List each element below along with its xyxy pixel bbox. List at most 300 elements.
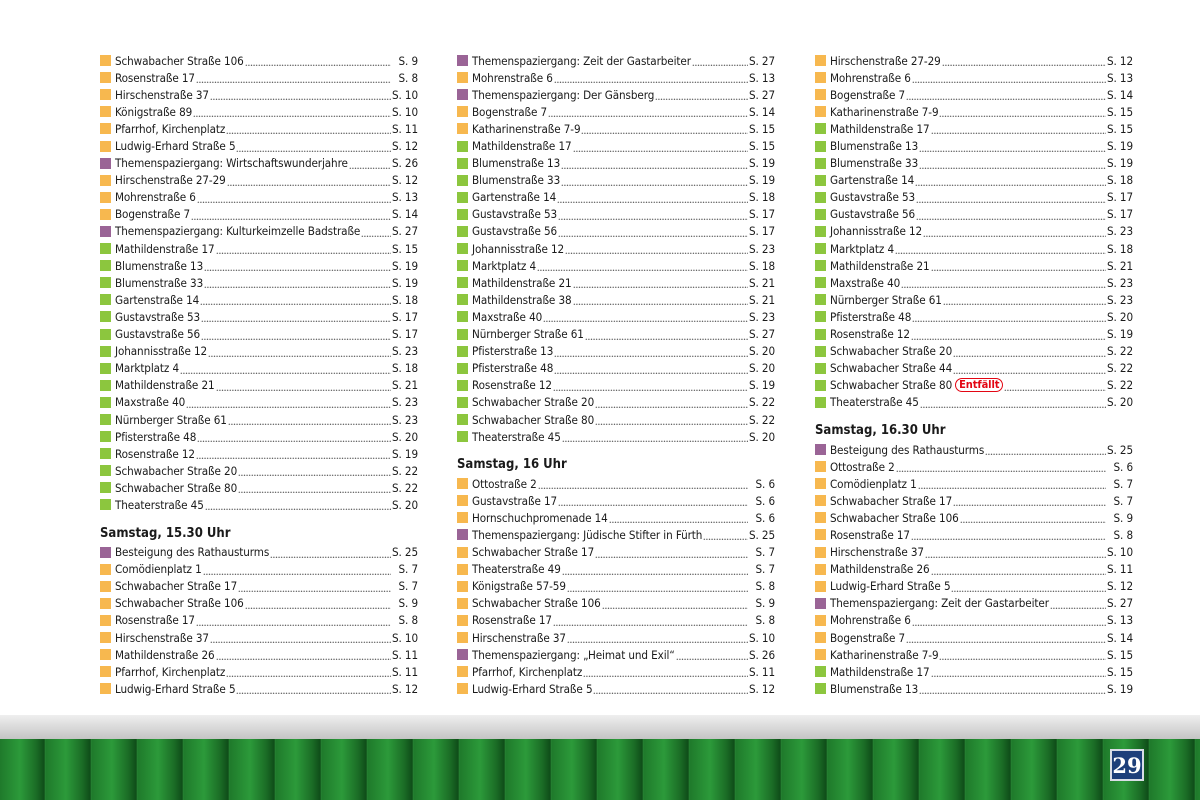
list-item: [457, 155, 775, 172]
column-2: [457, 52, 775, 697]
page-reference: S. 7: [398, 579, 418, 594]
location-label: Nürnberger Straße 61: [830, 292, 942, 307]
location-label: Hirschenstraße 37: [830, 545, 924, 560]
category-orange-square-icon: [457, 666, 468, 677]
page-reference: S. 13: [391, 190, 418, 205]
category-green-square-icon: [457, 209, 468, 220]
page-reference: S. 17: [391, 309, 418, 324]
category-green-square-icon: [100, 414, 111, 425]
location-label: Mathildenstraße 21: [830, 258, 930, 273]
location-label: Marktplatz 4: [115, 361, 180, 376]
category-green-square-icon: [815, 329, 826, 340]
list-item: [100, 189, 418, 206]
page-reference: S. 20: [1106, 309, 1133, 324]
category-green-square-icon: [457, 346, 468, 357]
page-reference: S. 23: [391, 395, 418, 410]
location-label: Ludwig-Erhard Straße 5: [115, 681, 236, 696]
list-item: [815, 509, 1133, 526]
list-item: [815, 206, 1133, 223]
location-label: Schwabacher Straße 80: [472, 412, 595, 427]
category-orange-square-icon: [100, 123, 111, 134]
page-reference: S. 14: [1106, 630, 1133, 645]
page-reference: S. 17: [1106, 190, 1133, 205]
list-item: [815, 137, 1133, 154]
category-orange-square-icon: [100, 209, 111, 220]
list-item: [457, 544, 775, 561]
location-label: Mathildenstraße 38: [472, 292, 572, 307]
category-green-square-icon: [457, 158, 468, 169]
list-item: [457, 680, 775, 697]
category-orange-square-icon: [100, 683, 111, 694]
location-label: Besteigung des Rathausturms: [115, 545, 270, 560]
dot-leader: [554, 346, 748, 357]
category-purple-square-icon: [100, 158, 111, 169]
dot-leader: [953, 346, 1106, 357]
dot-leader: [197, 431, 391, 442]
category-green-square-icon: [457, 226, 468, 237]
category-orange-square-icon: [457, 683, 468, 694]
category-orange-square-icon: [100, 141, 111, 152]
dot-leader: [609, 512, 748, 523]
category-orange-square-icon: [100, 598, 111, 609]
page-reference: S. 25: [1106, 442, 1133, 457]
list-item: [100, 326, 418, 343]
location-label: Blumenstraße 13: [830, 139, 919, 154]
column-1: [100, 52, 418, 697]
dot-leader: [583, 666, 748, 677]
list-item: [100, 646, 418, 663]
page-reference: S. 20: [748, 429, 775, 444]
dot-leader: [228, 414, 391, 425]
location-label: Theaterstraße 45: [115, 497, 204, 512]
location-label: Schwabacher Straße 80: [115, 480, 238, 495]
dot-leader: [896, 461, 1106, 472]
category-orange-square-icon: [815, 512, 826, 523]
category-green-square-icon: [815, 311, 826, 322]
page-reference: S. 23: [1106, 224, 1133, 239]
dot-leader: [205, 499, 391, 510]
category-green-square-icon: [815, 226, 826, 237]
list-item: [815, 308, 1133, 325]
location-label: Marktplatz 4: [472, 258, 537, 273]
list-item: [457, 206, 775, 223]
page-reference: S. 13: [748, 70, 775, 85]
location-label: Hirschenstraße 37: [472, 630, 566, 645]
dot-leader: [553, 380, 748, 391]
category-purple-square-icon: [815, 598, 826, 609]
dot-leader: [581, 123, 747, 134]
category-green-square-icon: [815, 294, 826, 305]
list-item: [815, 326, 1133, 343]
divider-band: [0, 715, 1200, 739]
dot-leader: [193, 106, 391, 117]
category-orange-square-icon: [815, 529, 826, 540]
category-green-square-icon: [815, 192, 826, 203]
list-item: [815, 103, 1133, 120]
list-item: [457, 257, 775, 274]
category-green-square-icon: [457, 380, 468, 391]
category-green-square-icon: [815, 141, 826, 152]
category-orange-square-icon: [457, 123, 468, 134]
location-label: Johannisstraße 12: [472, 241, 565, 256]
page-reference: S. 15: [1106, 664, 1133, 679]
category-orange-square-icon: [100, 666, 111, 677]
location-label: Mathildenstraße 26: [830, 562, 930, 577]
page-reference: S. 19: [748, 378, 775, 393]
page-reference: S. 23: [748, 241, 775, 256]
page-reference: S. 21: [748, 292, 775, 307]
dot-leader: [227, 175, 391, 186]
list-item: [815, 360, 1133, 377]
dot-leader: [960, 512, 1106, 523]
dot-leader: [204, 277, 391, 288]
category-orange-square-icon: [815, 581, 826, 592]
dot-leader: [216, 649, 391, 660]
category-green-square-icon: [815, 346, 826, 357]
page-reference: S. 19: [1106, 156, 1133, 171]
dot-leader: [558, 226, 748, 237]
dot-leader: [573, 141, 748, 152]
cancelled-badge: Entfällt: [955, 378, 1003, 392]
category-orange-square-icon: [457, 495, 468, 506]
list-item: [457, 492, 775, 509]
list-item: [457, 360, 775, 377]
page-reference: S. 22: [1106, 361, 1133, 376]
category-green-square-icon: [457, 329, 468, 340]
location-label: Themenspaziergang: Zeit der Gastarbeiter: [472, 53, 691, 68]
location-label: Hirschenstraße 37: [115, 87, 209, 102]
location-label: Königstraße 89: [115, 104, 193, 119]
dot-leader: [916, 209, 1106, 220]
category-green-square-icon: [100, 363, 111, 374]
category-green-square-icon: [815, 123, 826, 134]
dot-leader: [906, 89, 1106, 100]
dot-leader: [201, 311, 391, 322]
dot-leader: [1050, 598, 1106, 609]
list-item: [100, 240, 418, 257]
page-reference: S. 7: [755, 545, 775, 560]
location-label: Bogenstraße 7: [472, 104, 548, 119]
page-reference: S. 8: [1113, 527, 1133, 542]
page-reference: S. 15: [1106, 647, 1133, 662]
dot-leader: [953, 495, 1106, 506]
category-orange-square-icon: [815, 649, 826, 660]
list-item: [457, 189, 775, 206]
page-reference: S. 23: [1106, 292, 1133, 307]
location-label: Hornschuchpromenade 14: [472, 510, 608, 525]
location-label: Bogenstraße 7: [830, 630, 906, 645]
list-item: [815, 223, 1133, 240]
list-item: [457, 52, 775, 69]
dot-leader: [951, 581, 1105, 592]
list-item: [815, 441, 1133, 458]
location-label: Schwabacher Straße 106: [830, 510, 959, 525]
list-item: [457, 69, 775, 86]
dot-leader: [543, 311, 748, 322]
location-label: Maxstraße 40: [472, 309, 543, 324]
list-item: [457, 411, 775, 428]
dot-leader: [692, 55, 748, 66]
list-item: [815, 274, 1133, 291]
list-item: [457, 394, 775, 411]
dot-leader: [554, 363, 748, 374]
column-3: [815, 52, 1133, 697]
page-reference: S. 15: [748, 139, 775, 154]
location-label: Mathildenstraße 21: [115, 378, 215, 393]
page-reference: S. 21: [391, 378, 418, 393]
dot-leader: [216, 243, 391, 254]
dot-leader: [925, 547, 1106, 558]
category-green-square-icon: [100, 465, 111, 476]
category-orange-square-icon: [100, 55, 111, 66]
location-label: Hirschenstraße 27-29: [830, 53, 941, 68]
list-item: [100, 411, 418, 428]
dot-leader: [196, 615, 391, 626]
list-item: [100, 428, 418, 445]
category-orange-square-icon: [815, 495, 826, 506]
dot-leader: [558, 209, 748, 220]
location-label: Schwabacher Straße 17: [830, 493, 953, 508]
list-item: [815, 69, 1133, 86]
page-reference: S. 22: [391, 480, 418, 495]
page-reference: S. 21: [1106, 258, 1133, 273]
dot-leader: [203, 564, 391, 575]
dot-leader: [349, 158, 391, 169]
location-label: Themenspaziergang: Wirtschaftswunderjahre: [115, 156, 348, 171]
location-label: Pfisterstraße 48: [830, 309, 912, 324]
list-item: [100, 257, 418, 274]
page-reference: S. 23: [391, 412, 418, 427]
location-label: Katharinenstraße 7-9: [830, 647, 939, 662]
list-item: [457, 137, 775, 154]
category-green-square-icon: [100, 431, 111, 442]
location-label: Pfarrhof, Kirchenplatz: [115, 121, 226, 136]
dot-leader: [585, 329, 748, 340]
location-label: Themenspaziergang: Zeit der Gastarbeiter: [830, 596, 1049, 611]
list-item: [815, 680, 1133, 697]
page-reference: S. 27: [1106, 596, 1133, 611]
dot-leader: [238, 465, 391, 476]
location-label: Gustavstraße 53: [830, 190, 916, 205]
location-label: Katharinenstraße 7-9: [830, 104, 939, 119]
list-item: [815, 240, 1133, 257]
page-reference: S. 12: [1106, 53, 1133, 68]
dot-leader: [196, 72, 391, 83]
page-reference: S. 18: [1106, 173, 1133, 188]
page-reference: S. 14: [748, 104, 775, 119]
dot-leader: [906, 632, 1106, 643]
dot-leader: [573, 277, 748, 288]
dot-leader: [595, 547, 748, 558]
page-reference: S. 7: [1113, 493, 1133, 508]
list-item: [457, 629, 775, 646]
category-purple-square-icon: [457, 649, 468, 660]
location-label: Blumenstraße 33: [472, 173, 561, 188]
list-item: [457, 86, 775, 103]
location-label: Besteigung des Rathausturms: [830, 442, 985, 457]
location-label: Gustavstraße 53: [115, 309, 201, 324]
dot-leader: [553, 615, 748, 626]
category-green-square-icon: [100, 294, 111, 305]
location-label: Schwabacher Straße 20: [115, 463, 238, 478]
page-reference: S. 17: [391, 327, 418, 342]
location-label: Mohrenstraße 6: [472, 70, 553, 85]
category-orange-square-icon: [457, 512, 468, 523]
dot-leader: [561, 158, 748, 169]
list-item: [100, 377, 418, 394]
location-label: Mathildenstraße 17: [830, 121, 930, 136]
category-orange-square-icon: [815, 564, 826, 575]
category-orange-square-icon: [100, 581, 111, 592]
page-reference: S. 19: [748, 156, 775, 171]
list-item: [100, 496, 418, 513]
page-reference: S. 19: [391, 446, 418, 461]
dot-leader: [923, 226, 1106, 237]
page-reference: S. 18: [391, 361, 418, 376]
dot-leader: [567, 632, 748, 643]
list-item: [100, 274, 418, 291]
list-item: [100, 52, 418, 69]
page-reference: S. 23: [748, 309, 775, 324]
list-item: [457, 120, 775, 137]
location-label: Mathildenstraße 17: [830, 664, 930, 679]
dot-leader: [238, 482, 391, 493]
list-item: [100, 612, 418, 629]
category-orange-square-icon: [100, 649, 111, 660]
dot-leader: [548, 106, 748, 117]
location-label: Ottostraße 2: [830, 459, 895, 474]
category-orange-square-icon: [815, 615, 826, 626]
page-reference: S. 11: [391, 647, 418, 662]
dot-leader: [180, 363, 391, 374]
location-label: Mathildenstraße 26: [115, 647, 215, 662]
list-item: [815, 544, 1133, 561]
list-item: [457, 526, 775, 543]
dot-leader: [939, 106, 1105, 117]
dot-leader: [985, 444, 1106, 455]
category-green-square-icon: [100, 380, 111, 391]
location-label: Rosenstraße 17: [115, 70, 195, 85]
dot-leader: [561, 175, 748, 186]
dot-leader: [216, 380, 391, 391]
dot-leader: [916, 192, 1106, 203]
location-label: Rosenstraße 17: [472, 613, 552, 628]
dot-leader: [210, 632, 391, 643]
dot-leader: [943, 294, 1106, 305]
page-reference: S. 12: [1106, 579, 1133, 594]
location-label: Rosenstraße 12: [472, 378, 552, 393]
category-green-square-icon: [815, 175, 826, 186]
page-reference: S. 12: [748, 681, 775, 696]
dot-leader: [912, 72, 1106, 83]
location-label: Mathildenstraße 21: [472, 275, 572, 290]
page-reference: S. 10: [748, 630, 775, 645]
dot-leader: [238, 581, 391, 592]
dot-leader: [942, 55, 1106, 66]
list-item: [815, 458, 1133, 475]
location-label: Themenspaziergang: Jüdische Stifter in Fürth: [472, 527, 703, 542]
list-item: [100, 137, 418, 154]
category-green-square-icon: [100, 448, 111, 459]
location-label: Ottostraße 2: [472, 476, 537, 491]
page-reference: S. 21: [748, 275, 775, 290]
dot-leader: [204, 260, 391, 271]
category-green-square-icon: [100, 311, 111, 322]
category-green-square-icon: [100, 260, 111, 271]
dot-leader: [186, 397, 391, 408]
location-label: Königstraße 57-59: [472, 579, 566, 594]
list-item: [100, 462, 418, 479]
dot-leader: [919, 683, 1106, 694]
dot-leader: [676, 649, 748, 660]
dot-leader: [931, 666, 1106, 677]
dot-leader: [602, 598, 748, 609]
category-orange-square-icon: [100, 192, 111, 203]
dot-leader: [573, 294, 748, 305]
location-label: Mathildenstraße 17: [115, 241, 215, 256]
page-reference: S. 8: [398, 613, 418, 628]
category-green-square-icon: [457, 192, 468, 203]
location-label: Schwabacher Straße 106: [472, 596, 601, 611]
location-label: Marktplatz 4: [830, 241, 895, 256]
location-label: Schwabacher Straße 44: [830, 361, 953, 376]
location-label: Schwabacher Straße 106: [115, 596, 244, 611]
dot-leader: [939, 649, 1105, 660]
page-reference: S. 17: [748, 207, 775, 222]
page-reference: S. 27: [748, 53, 775, 68]
category-green-square-icon: [815, 666, 826, 677]
category-orange-square-icon: [100, 615, 111, 626]
dot-leader: [245, 598, 391, 609]
category-orange-square-icon: [100, 564, 111, 575]
category-green-square-icon: [457, 414, 468, 425]
location-label: Hirschenstraße 37: [115, 630, 209, 645]
list-item: [457, 223, 775, 240]
category-orange-square-icon: [815, 478, 826, 489]
page-number-badge: 29: [1110, 749, 1144, 781]
page-reference: S. 25: [391, 545, 418, 560]
list-item: [815, 663, 1133, 680]
list-item: [815, 646, 1133, 663]
location-label: Johannisstraße 12: [830, 224, 923, 239]
category-orange-square-icon: [100, 72, 111, 83]
location-label: Maxstraße 40: [115, 395, 186, 410]
dot-leader: [208, 346, 391, 357]
category-purple-square-icon: [100, 226, 111, 237]
category-orange-square-icon: [457, 632, 468, 643]
location-label: Rosenstraße 17: [115, 613, 195, 628]
list-item: [815, 291, 1133, 308]
dot-leader: [236, 683, 390, 694]
location-label: Johannisstraße 12: [115, 344, 208, 359]
list-item: [815, 526, 1133, 543]
list-item: [100, 394, 418, 411]
dot-leader: [562, 431, 748, 442]
category-green-square-icon: [457, 311, 468, 322]
category-green-square-icon: [815, 397, 826, 408]
location-label: Bogenstraße 7: [830, 87, 906, 102]
list-item: [457, 663, 775, 680]
category-green-square-icon: [457, 363, 468, 374]
category-orange-square-icon: [815, 461, 826, 472]
page-reference: S. 27: [391, 224, 418, 239]
page-reference: S. 10: [391, 87, 418, 102]
category-green-square-icon: [100, 277, 111, 288]
category-green-square-icon: [815, 683, 826, 694]
category-orange-square-icon: [457, 581, 468, 592]
section-heading: Samstag, 16.30 Uhr: [815, 422, 946, 438]
location-label: Rosenstraße 12: [115, 446, 195, 461]
